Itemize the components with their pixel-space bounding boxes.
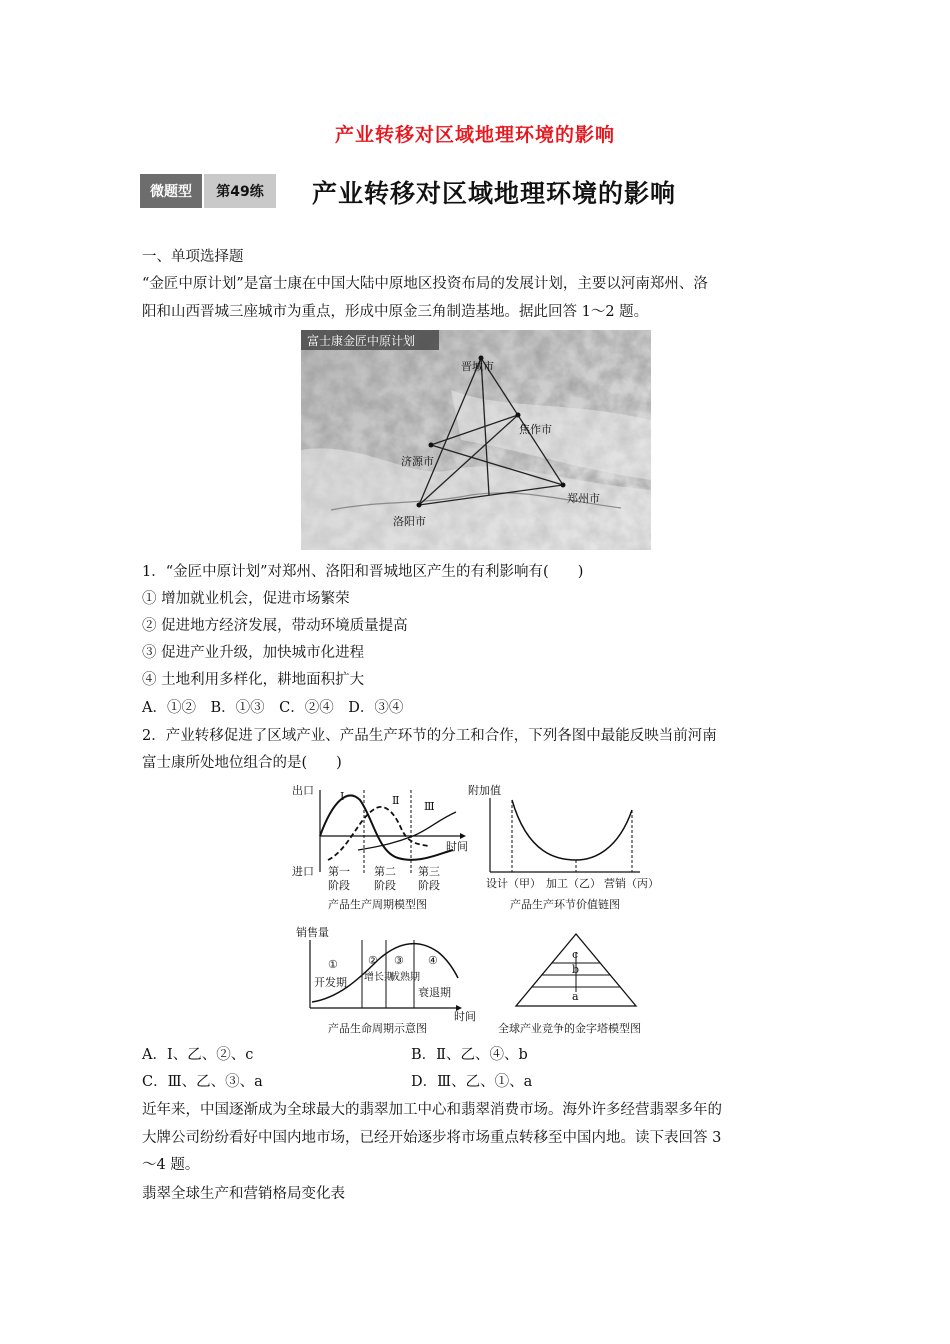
intro2-line1: 近年来，中国逐渐成为全球最大的翡翠加工中心和翡翠消费市场。海外许多经营翡翠多年的 [142, 1102, 722, 1118]
intro2-line2: 大牌公司纷纷看好中国内地市场，已经开始逐步将市场重点转移至中国内地。读下表回答 3 [142, 1130, 722, 1146]
tag-type: 微题型 [140, 174, 202, 208]
city-luoyang: 洛阳市 [393, 515, 426, 528]
fig2-x-tick-1: 设计（甲） [486, 877, 541, 890]
fig3-phase4-name: 衰退期 [418, 986, 451, 999]
q1-option-3: ③ 促进产业升级，加快城市化进程 [142, 645, 365, 661]
fig4-level-b: b [572, 963, 580, 976]
fig3-phase2-num: ② [368, 954, 378, 967]
fig3-phase3-name: 成熟期 [390, 972, 420, 983]
fig4-level-c: c [572, 948, 579, 961]
map-caption: 富士康金匠中原计划 [307, 334, 416, 348]
fig2-title: 产品生产环节价值链图 [510, 898, 620, 911]
foxconn-map [301, 330, 651, 550]
city-jiyuan: 济源市 [401, 455, 434, 468]
fig1-stage2-a: 第二 [374, 865, 396, 878]
table-title: 翡翠全球生产和营销格局变化表 [142, 1186, 345, 1202]
fig1-stage3-b: 阶段 [418, 879, 440, 892]
diagram-group [288, 780, 678, 1042]
city-jincheng: 晋城市 [461, 360, 494, 373]
intro1-line1: “金匠中原计划”是富士康在中国大陆中原地区投资布局的发展计划，主要以河南郑州、洛 [142, 276, 708, 292]
fig2-y-label: 附加值 [468, 784, 501, 797]
fig1-x-label: 时间 [446, 840, 468, 853]
fig1-stage1-a: 第一 [328, 865, 350, 878]
intro1-line2: 阳和山西晋城三座城市为重点，形成中原金三角制造基地。据此回答 1～2 题。 [142, 304, 649, 320]
map-graphic [301, 330, 651, 550]
q2-line1: 2．产业转移促进了区域产业、产品生产环节的分工和合作，下列各图中最能反映当前河南 [142, 728, 717, 744]
fig2-value-chain [468, 783, 659, 911]
fig1-y-top: 出口 [292, 784, 314, 797]
q1-answers: A．①② B．①③ C．②④ D．③④ [142, 700, 404, 716]
city-jiaozuo: 焦作市 [519, 423, 552, 436]
fig1-product-cycle [292, 783, 468, 911]
fig1-y-bottom: 进口 [292, 865, 314, 878]
section-label: 一、单项选择题 [142, 249, 244, 265]
fig4-level-a: a [572, 990, 579, 1003]
fig2-x-tick-3: 营销（丙） [604, 877, 659, 890]
fig1-curve-1: Ⅰ [340, 790, 345, 803]
q2-option-d: D．Ⅲ、乙、①、a [411, 1074, 533, 1090]
section-heading: 产业转移对区域地理环境的影响 [312, 179, 677, 208]
fig3-x-label: 时间 [454, 1010, 476, 1023]
fig3-phase2-name: 增长期 [364, 972, 394, 983]
fig3-phase1-name: 开发期 [314, 976, 347, 989]
fig3-y-label: 销售量 [296, 926, 329, 939]
fig1-stage2-b: 阶段 [374, 879, 396, 892]
exercise-tag [140, 174, 276, 208]
q1-option-1: ① 增加就业机会，促进市场繁荣 [142, 591, 350, 607]
fig3-phase4-num: ④ [428, 954, 438, 967]
intro2-line3: ～4 题。 [142, 1157, 200, 1173]
fig3-title: 产品生命周期示意图 [328, 1022, 427, 1035]
fig1-stage3-a: 第三 [418, 865, 440, 878]
fig1-curve-3: Ⅲ [424, 800, 435, 813]
q2-option-c: C．Ⅲ、乙、③、a [142, 1074, 263, 1090]
fig1-stage1-b: 阶段 [328, 879, 350, 892]
q1-option-4: ④ 土地利用多样化，耕地面积扩大 [142, 672, 365, 688]
fig3-phase3-num: ③ [394, 954, 404, 967]
fig3-life-cycle [296, 925, 476, 1035]
fig4-pyramid [498, 934, 641, 1035]
q2-option-a: A．Ⅰ、乙、②、c [142, 1047, 254, 1063]
fig1-curve-2: Ⅱ [392, 794, 400, 807]
q2-line2: 富士康所处地位组合的是( ) [142, 755, 342, 771]
tag-number: 第49练 [204, 174, 276, 208]
q1-stem: 1．“金匠中原计划”对郑州、洛阳和晋城地区产生的有利影响有( ) [142, 564, 584, 580]
red-page-title: 产业转移对区域地理环境的影响 [334, 124, 615, 146]
fig3-phase1-num: ① [328, 958, 338, 971]
fig4-title: 全球产业竞争的金字塔模型图 [498, 1022, 641, 1035]
fig1-title: 产品生产周期模型图 [328, 898, 427, 911]
city-zhengzhou: 郑州市 [567, 492, 600, 505]
q2-option-b: B．Ⅱ、乙、④、b [411, 1047, 528, 1063]
fig2-x-tick-2: 加工（乙） [546, 877, 601, 890]
q1-option-2: ② 促进地方经济发展，带动环境质量提高 [142, 618, 408, 634]
